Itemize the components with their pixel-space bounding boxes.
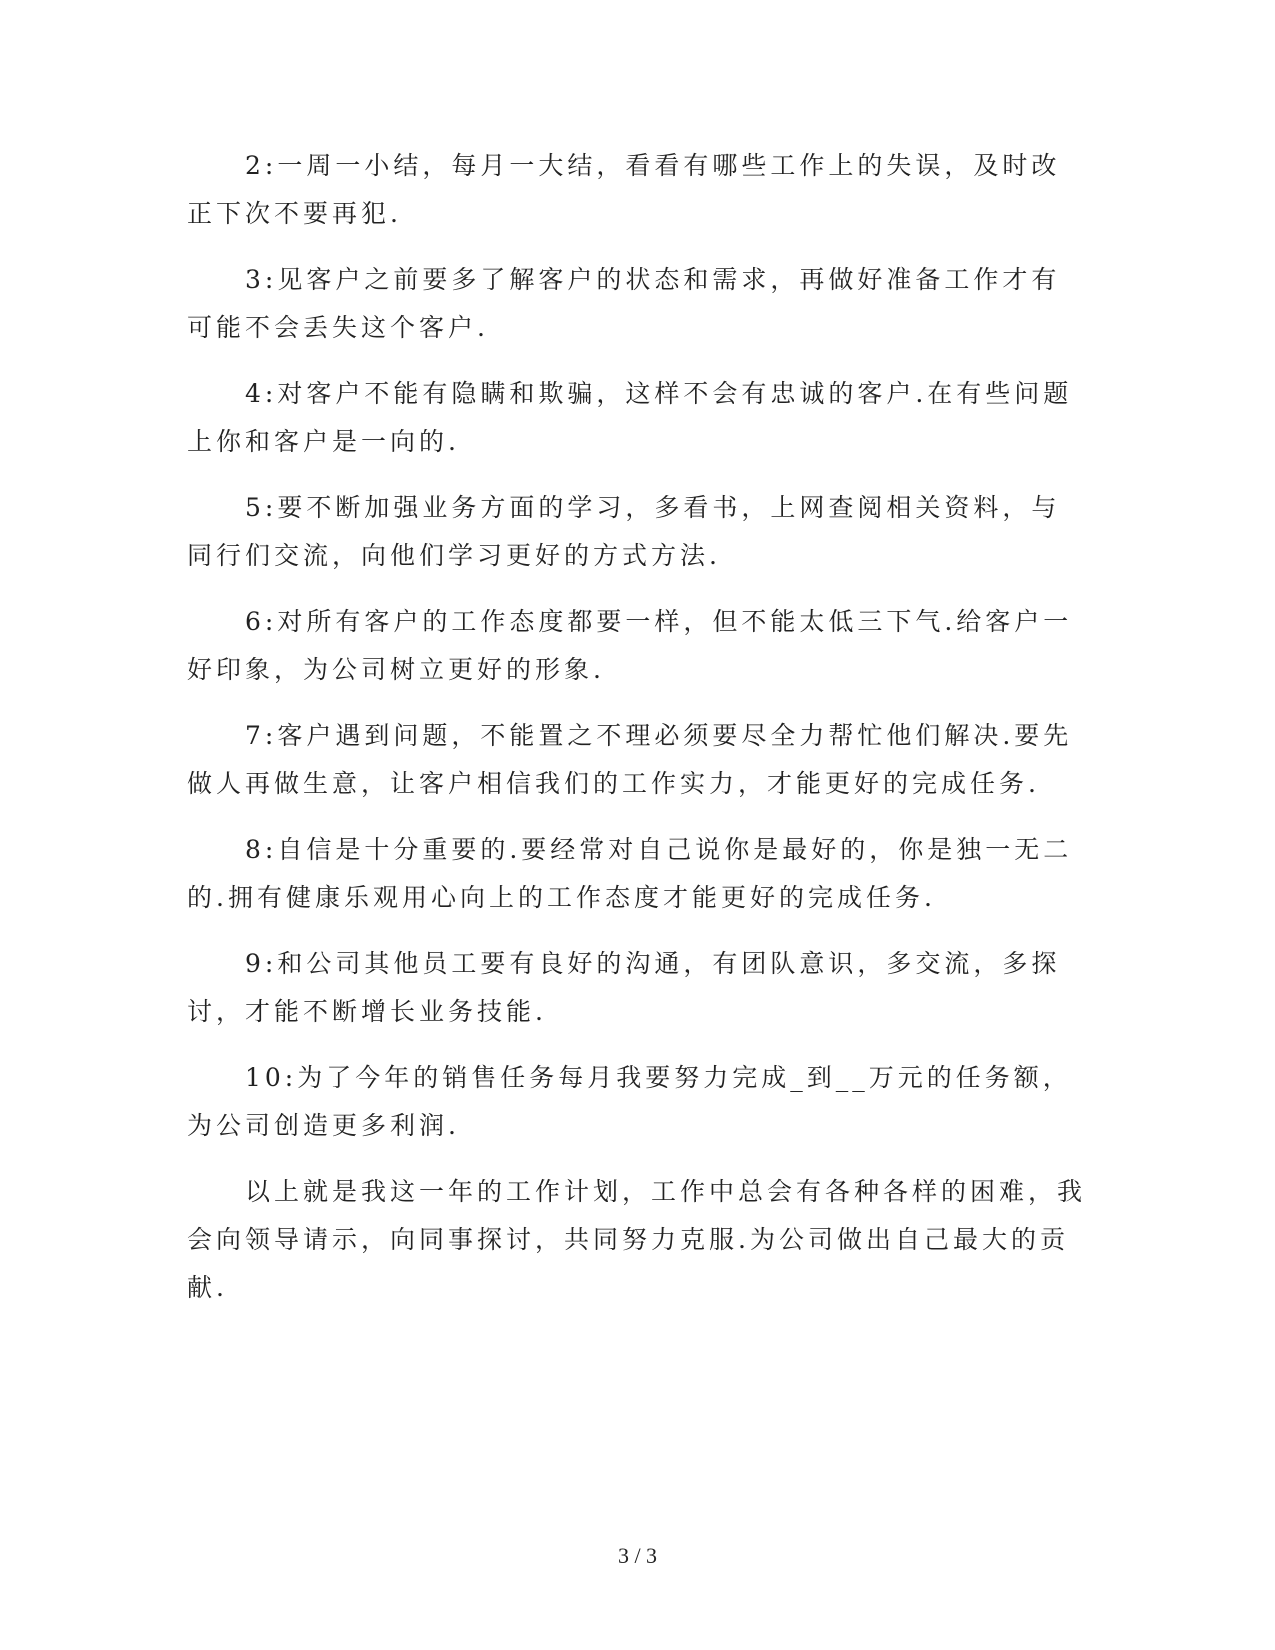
paragraph-item-10: 10:为了今年的销售任务每月我要努力完成_到__万元的任务额，为公司创造更多利润. <box>187 1063 1072 1140</box>
paragraph-item-5: 5:要不断加强业务方面的学习，多看书，上网查阅相关资料，与同行们交流，向他们学习更好的方式方法. <box>187 493 1061 570</box>
paragraph-item-4: 4:对客户不能有隐瞒和欺骗，这样不会有忠诚的客户.在有些问题上你和客户是一向的. <box>187 379 1073 456</box>
paragraph-item-8: 8:自信是十分重要的.要经常对自己说你是最好的，你是独一无二的.拥有健康乐观用心向上的工作态度才能更好的完成任务. <box>187 835 1073 912</box>
paragraph-item-6: 6:对所有客户的工作态度都要一样，但不能太低三下气.给客户一好印象，为公司树立更好的形象. <box>187 607 1073 684</box>
paragraph-item-7: 7:客户遇到问题，不能置之不理必须要尽全力帮忙他们解决.要先做人再做生意，让客户相信我们的工作实力，才能更好的完成任务. <box>187 721 1073 798</box>
paragraph-item-2: 2:一周一小结，每月一大结，看看有哪些工作上的失误，及时改正下次不要再犯. <box>187 151 1061 228</box>
document-body <box>187 142 1087 1330</box>
closing-paragraph: 以上就是我这一年的工作计划，工作中总会有各种各样的困难，我会向领导请示，向同事探讨，共同努力克服.为公司做出自己最大的贡献. <box>187 1177 1087 1302</box>
page-number: 3 / 3 <box>617 1543 658 1568</box>
paragraph-item-3: 3:见客户之前要多了解客户的状态和需求，再做好准备工作才有可能不会丢失这个客户. <box>187 265 1061 342</box>
paragraph-item-9: 9:和公司其他员工要有良好的沟通，有团队意识，多交流，多探讨，才能不断增长业务技能. <box>187 949 1061 1026</box>
